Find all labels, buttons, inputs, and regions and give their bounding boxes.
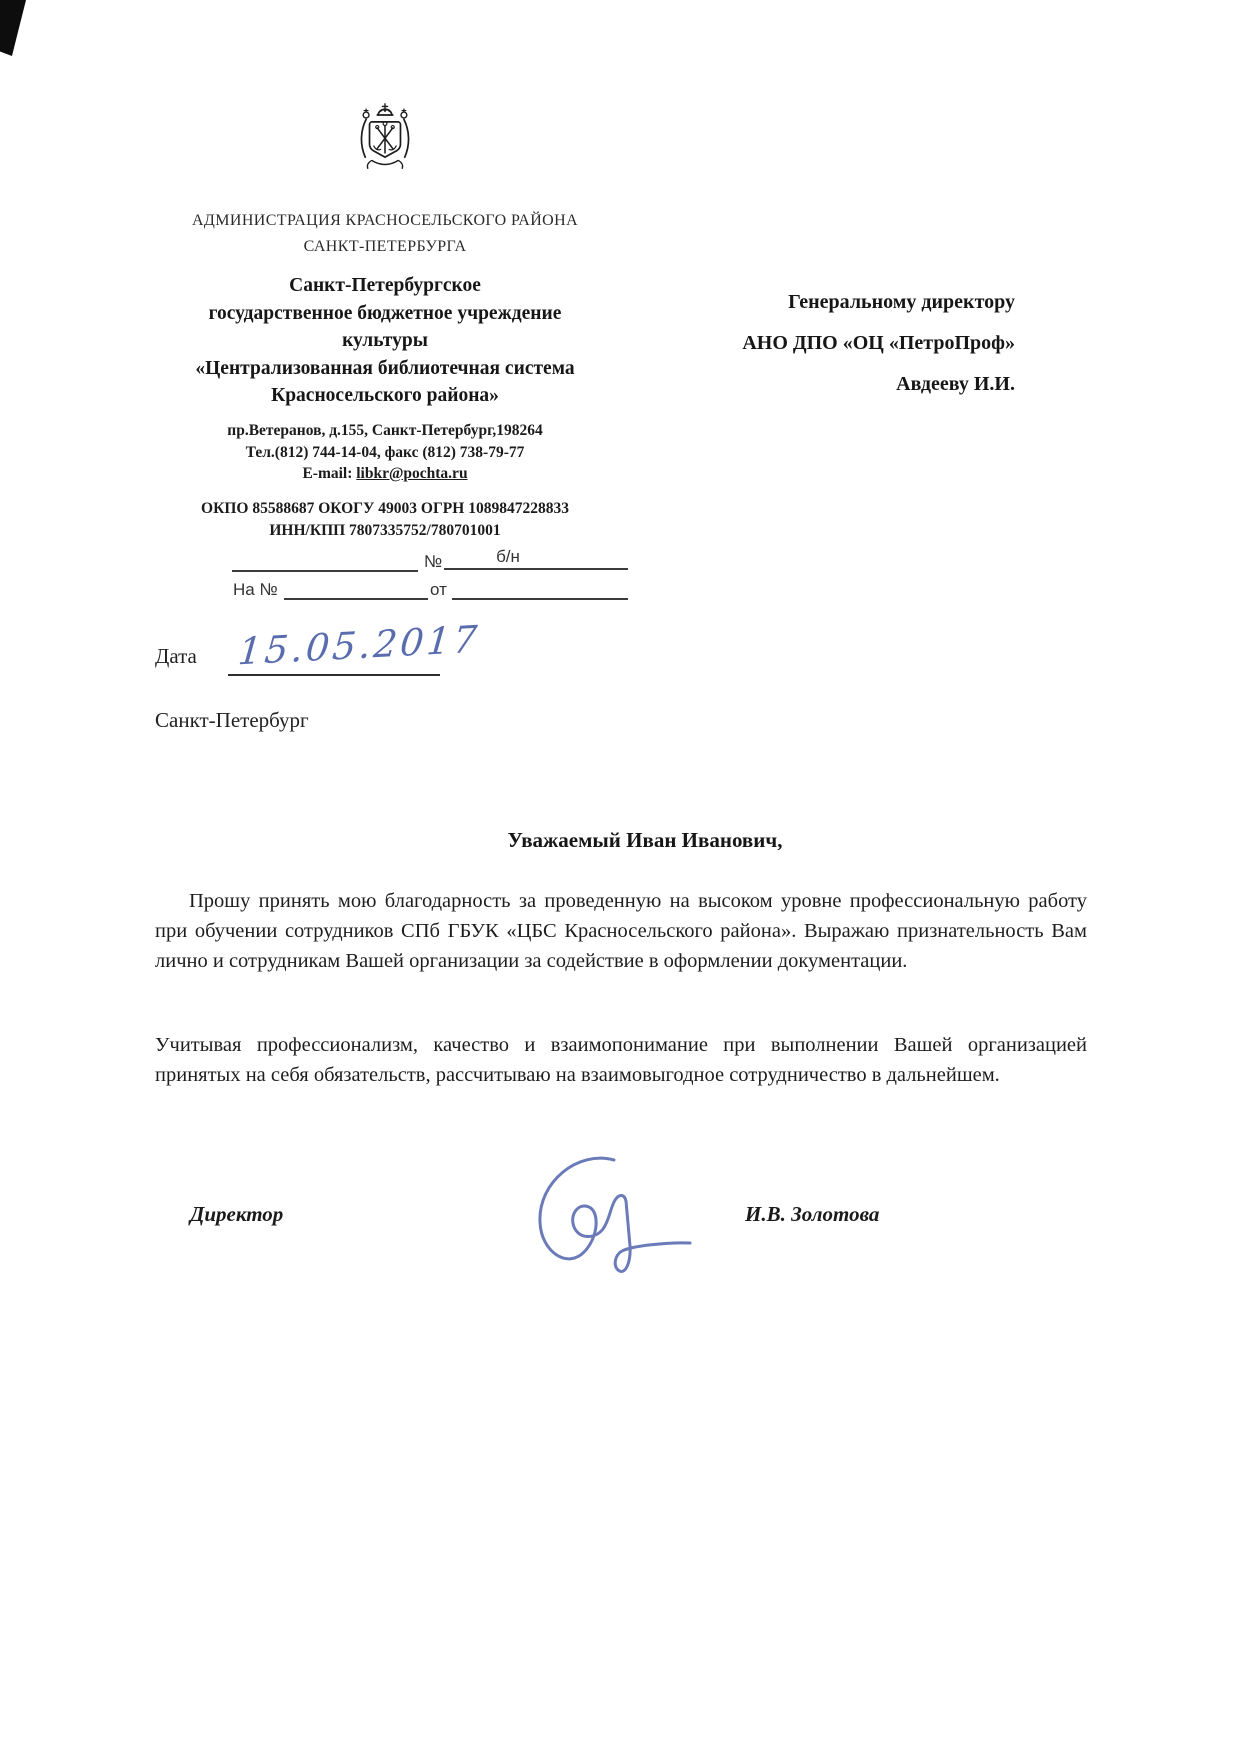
email-address: libkr@pochta.ru (356, 465, 468, 482)
administration-line-2: САНКТ-ПЕТЕРБУРГА (303, 238, 467, 255)
email-label: E-mail: (302, 465, 353, 482)
number-label: № (424, 552, 443, 571)
org-line: культуры (342, 330, 428, 351)
org-line: Санкт-Петербургское (289, 275, 481, 296)
recipient-block (640, 282, 1015, 405)
org-line: государственное бюджетное учреждение (208, 302, 562, 324)
outgoing-date-blank (232, 550, 418, 572)
from-date-blank (452, 578, 628, 600)
outgoing-number-value: б/н (496, 547, 520, 566)
registry-codes (135, 498, 635, 542)
signer-title: Директор (190, 1202, 284, 1226)
contact-info (135, 420, 635, 485)
body-paragraph-2: Учитывая профессионализм, качество и взаимопонимание при выполнении Вашей организацией принятых на себя обязательств, рассчитываю на взаимовыгодное сотрудничество в дальнейшем. (155, 1034, 1087, 1086)
handwritten-date: 15.05.2017 (236, 617, 482, 674)
address-line: пр.Ветеранов, д.155, Санкт-Петербург,198264 (227, 422, 543, 439)
scan-corner-artifact (0, 0, 26, 56)
spb-coat-of-arms-icon (342, 100, 428, 192)
administration-line-1: АДМИНИСТРАЦИЯ КРАСНОСЕЛЬСКОГО РАЙОНА (191, 212, 579, 229)
org-line: «Централизованная библиотечная система (195, 357, 575, 379)
org-line: Красносельского района» (271, 385, 499, 406)
administration-heading (130, 208, 640, 260)
codes-line: ИНН/КПП 7807335752/780701001 (269, 522, 501, 539)
salutation: Уважаемый Иван Иванович, (507, 828, 783, 852)
city-line: Санкт-Петербург (155, 708, 309, 732)
from-label: от (430, 580, 447, 599)
recipient-line: Генеральному директору (788, 291, 1015, 313)
email-line (135, 463, 635, 485)
date-label: Дата (155, 644, 197, 668)
body-paragraph-1: Прошу принять мою благодарность за проведенную на высоком уровне профессиональную работу при обучении сотрудников СПб ГБУК «ЦБС Красносельского района». Выражаю признательность Вам лично и сотрудникам Вашей организации за содействие в оформлении документации. (155, 890, 1087, 972)
handwritten-signature-icon (518, 1150, 708, 1285)
codes-line: ОКПО 85588687 ОКОГУ 49003 ОГРН 1089847228833 (201, 500, 569, 517)
recipient-line: АНО ДПО «ОЦ «ПетроПроф» (742, 332, 1015, 354)
on-number-blank (284, 578, 428, 600)
phone-line: Тел.(812) 744-14-04, факс (812) 738-79-77 (245, 443, 525, 461)
signer-name: И.В. Золотова (745, 1202, 880, 1226)
organization-name (135, 272, 635, 410)
on-number-label: На № (233, 580, 278, 599)
recipient-line: Авдееву И.И. (896, 373, 1015, 395)
outgoing-number-field (444, 548, 628, 570)
